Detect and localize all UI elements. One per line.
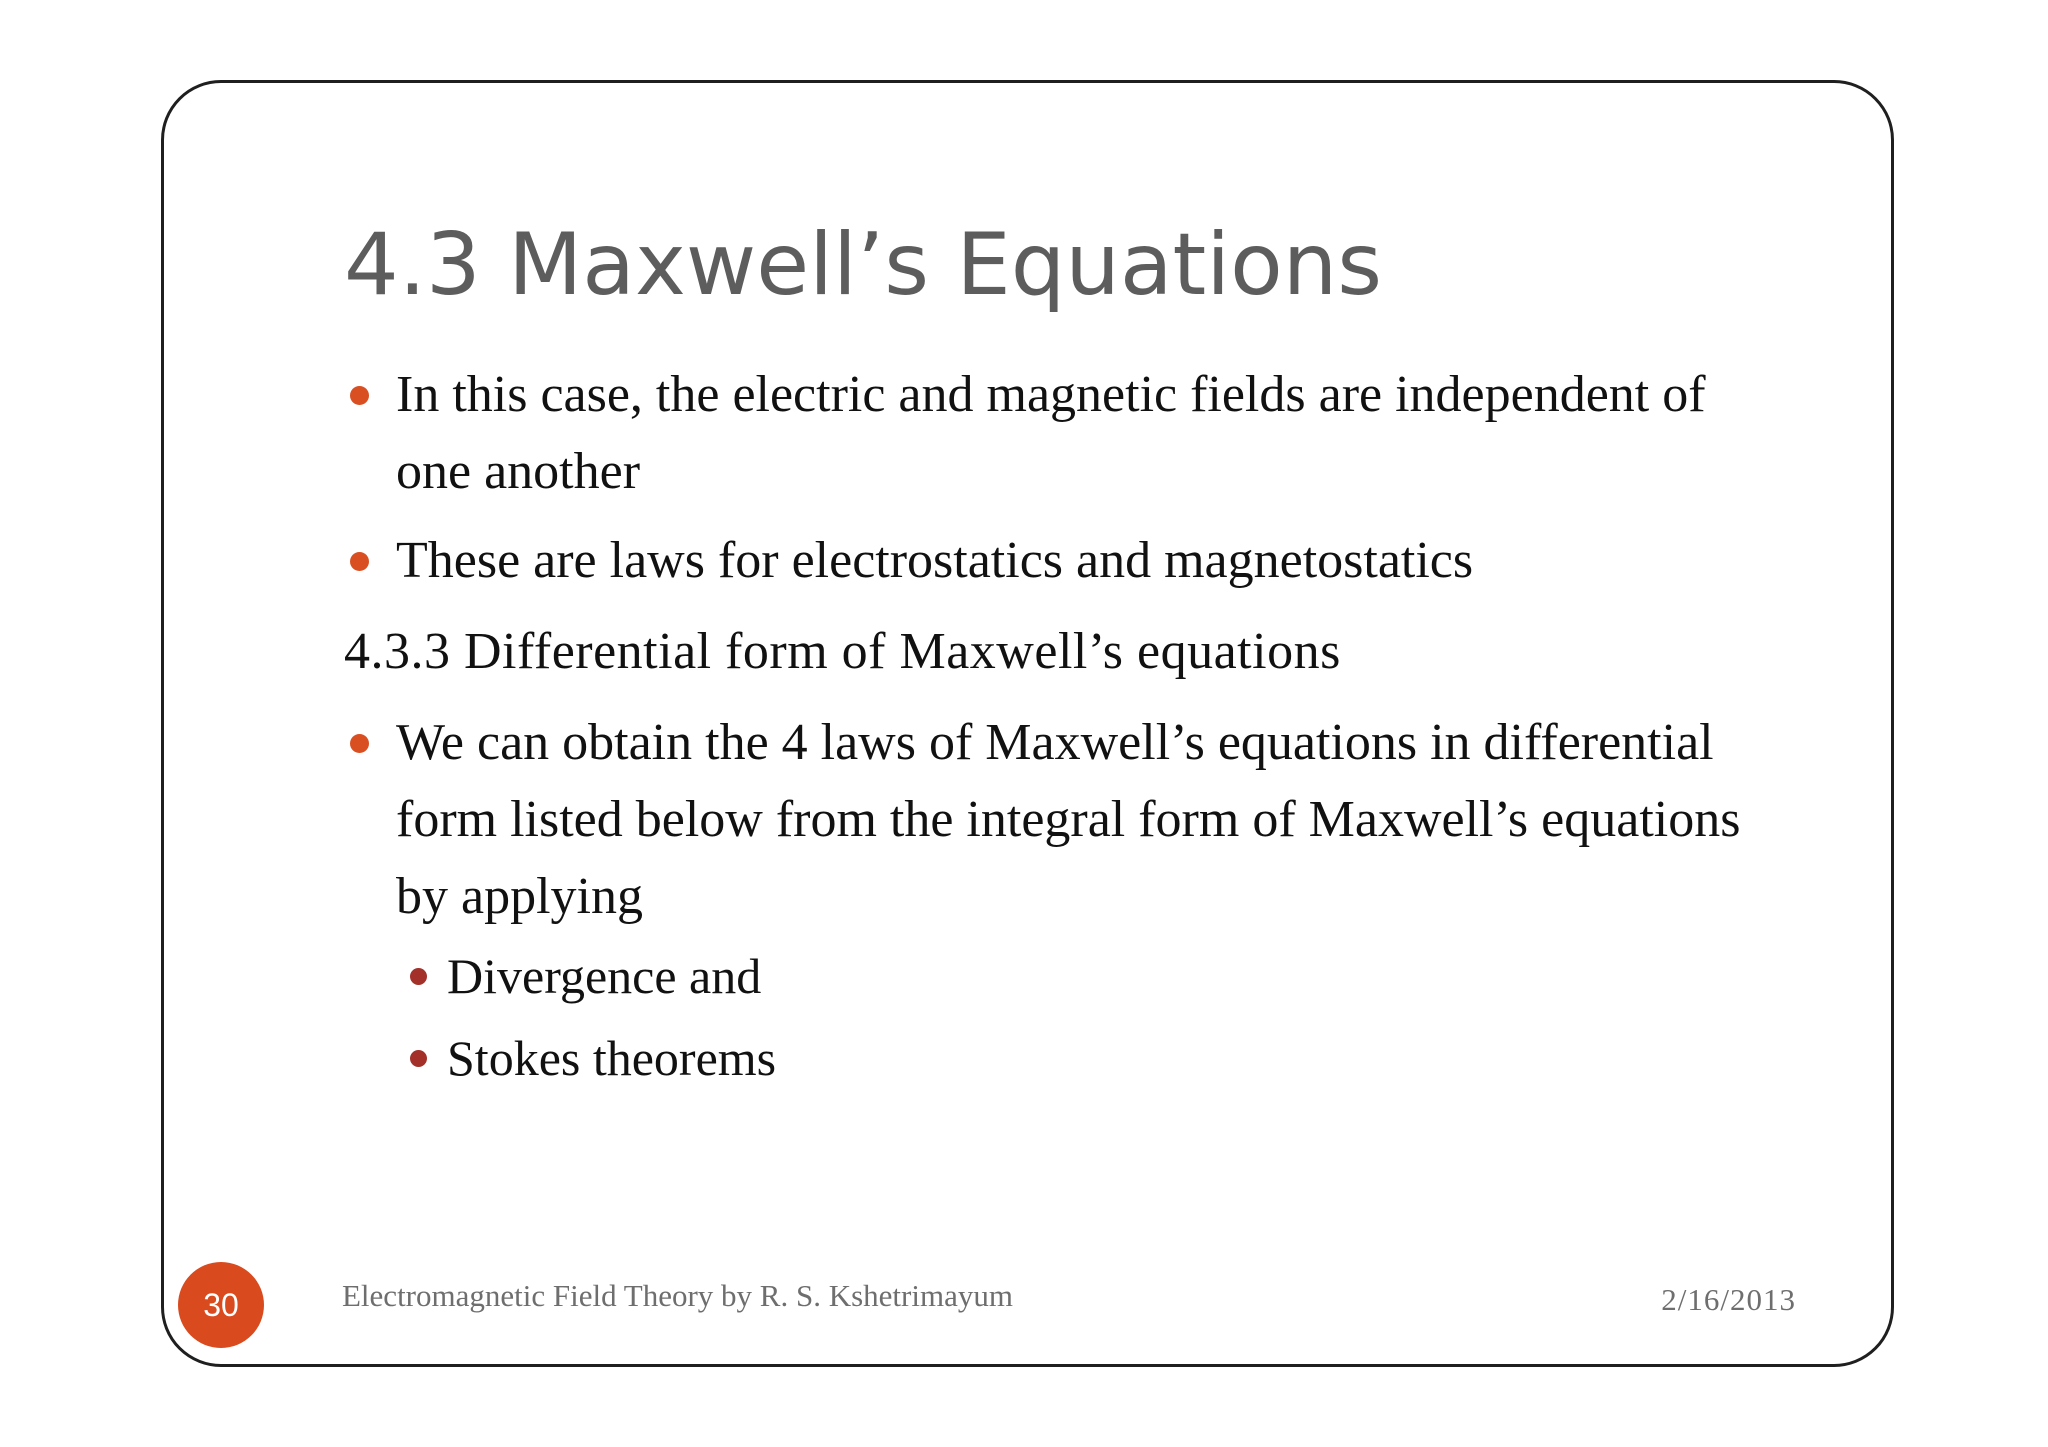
- sub-bullet-dot-icon: [410, 968, 427, 985]
- bullet-text: These are laws for electrostatics and magnetostatics: [396, 532, 1474, 589]
- slide-content: [344, 356, 1784, 1099]
- bullet-item: [344, 704, 1784, 935]
- sub-bullet-text: Stokes theorems: [447, 1030, 777, 1086]
- bullet-dot-icon: [350, 552, 369, 571]
- section-subheading: 4.3.3 Differential form of Maxwell’s equations: [344, 623, 1341, 680]
- sub-bullet-dot-icon: [410, 1050, 427, 1067]
- footer-credit: Electromagnetic Field Theory by R. S. Kshetrimayum: [342, 1278, 1013, 1313]
- bullet-dot-icon: [350, 386, 369, 405]
- slide-title: 4.3 Maxwell’s Equations: [344, 215, 1383, 315]
- bullet-text: In this case, the electric and magnetic fields are independent of one another: [396, 366, 1706, 500]
- bullet-item: [344, 522, 1784, 599]
- footer-date: 2/16/2013: [1661, 1282, 1796, 1317]
- bullet-item: [344, 356, 1784, 510]
- bullet-text: We can obtain the 4 laws of Maxwell’s equations in differential form listed below from the integral form of Maxwell’s equations by applying: [396, 714, 1741, 925]
- sub-bullet-text: Divergence and: [447, 948, 762, 1004]
- page-number-badge: 30: [178, 1262, 264, 1348]
- sub-bullet-item: [344, 935, 1784, 1017]
- bullet-dot-icon: [350, 734, 369, 753]
- sub-bullet-item: [344, 1017, 1784, 1099]
